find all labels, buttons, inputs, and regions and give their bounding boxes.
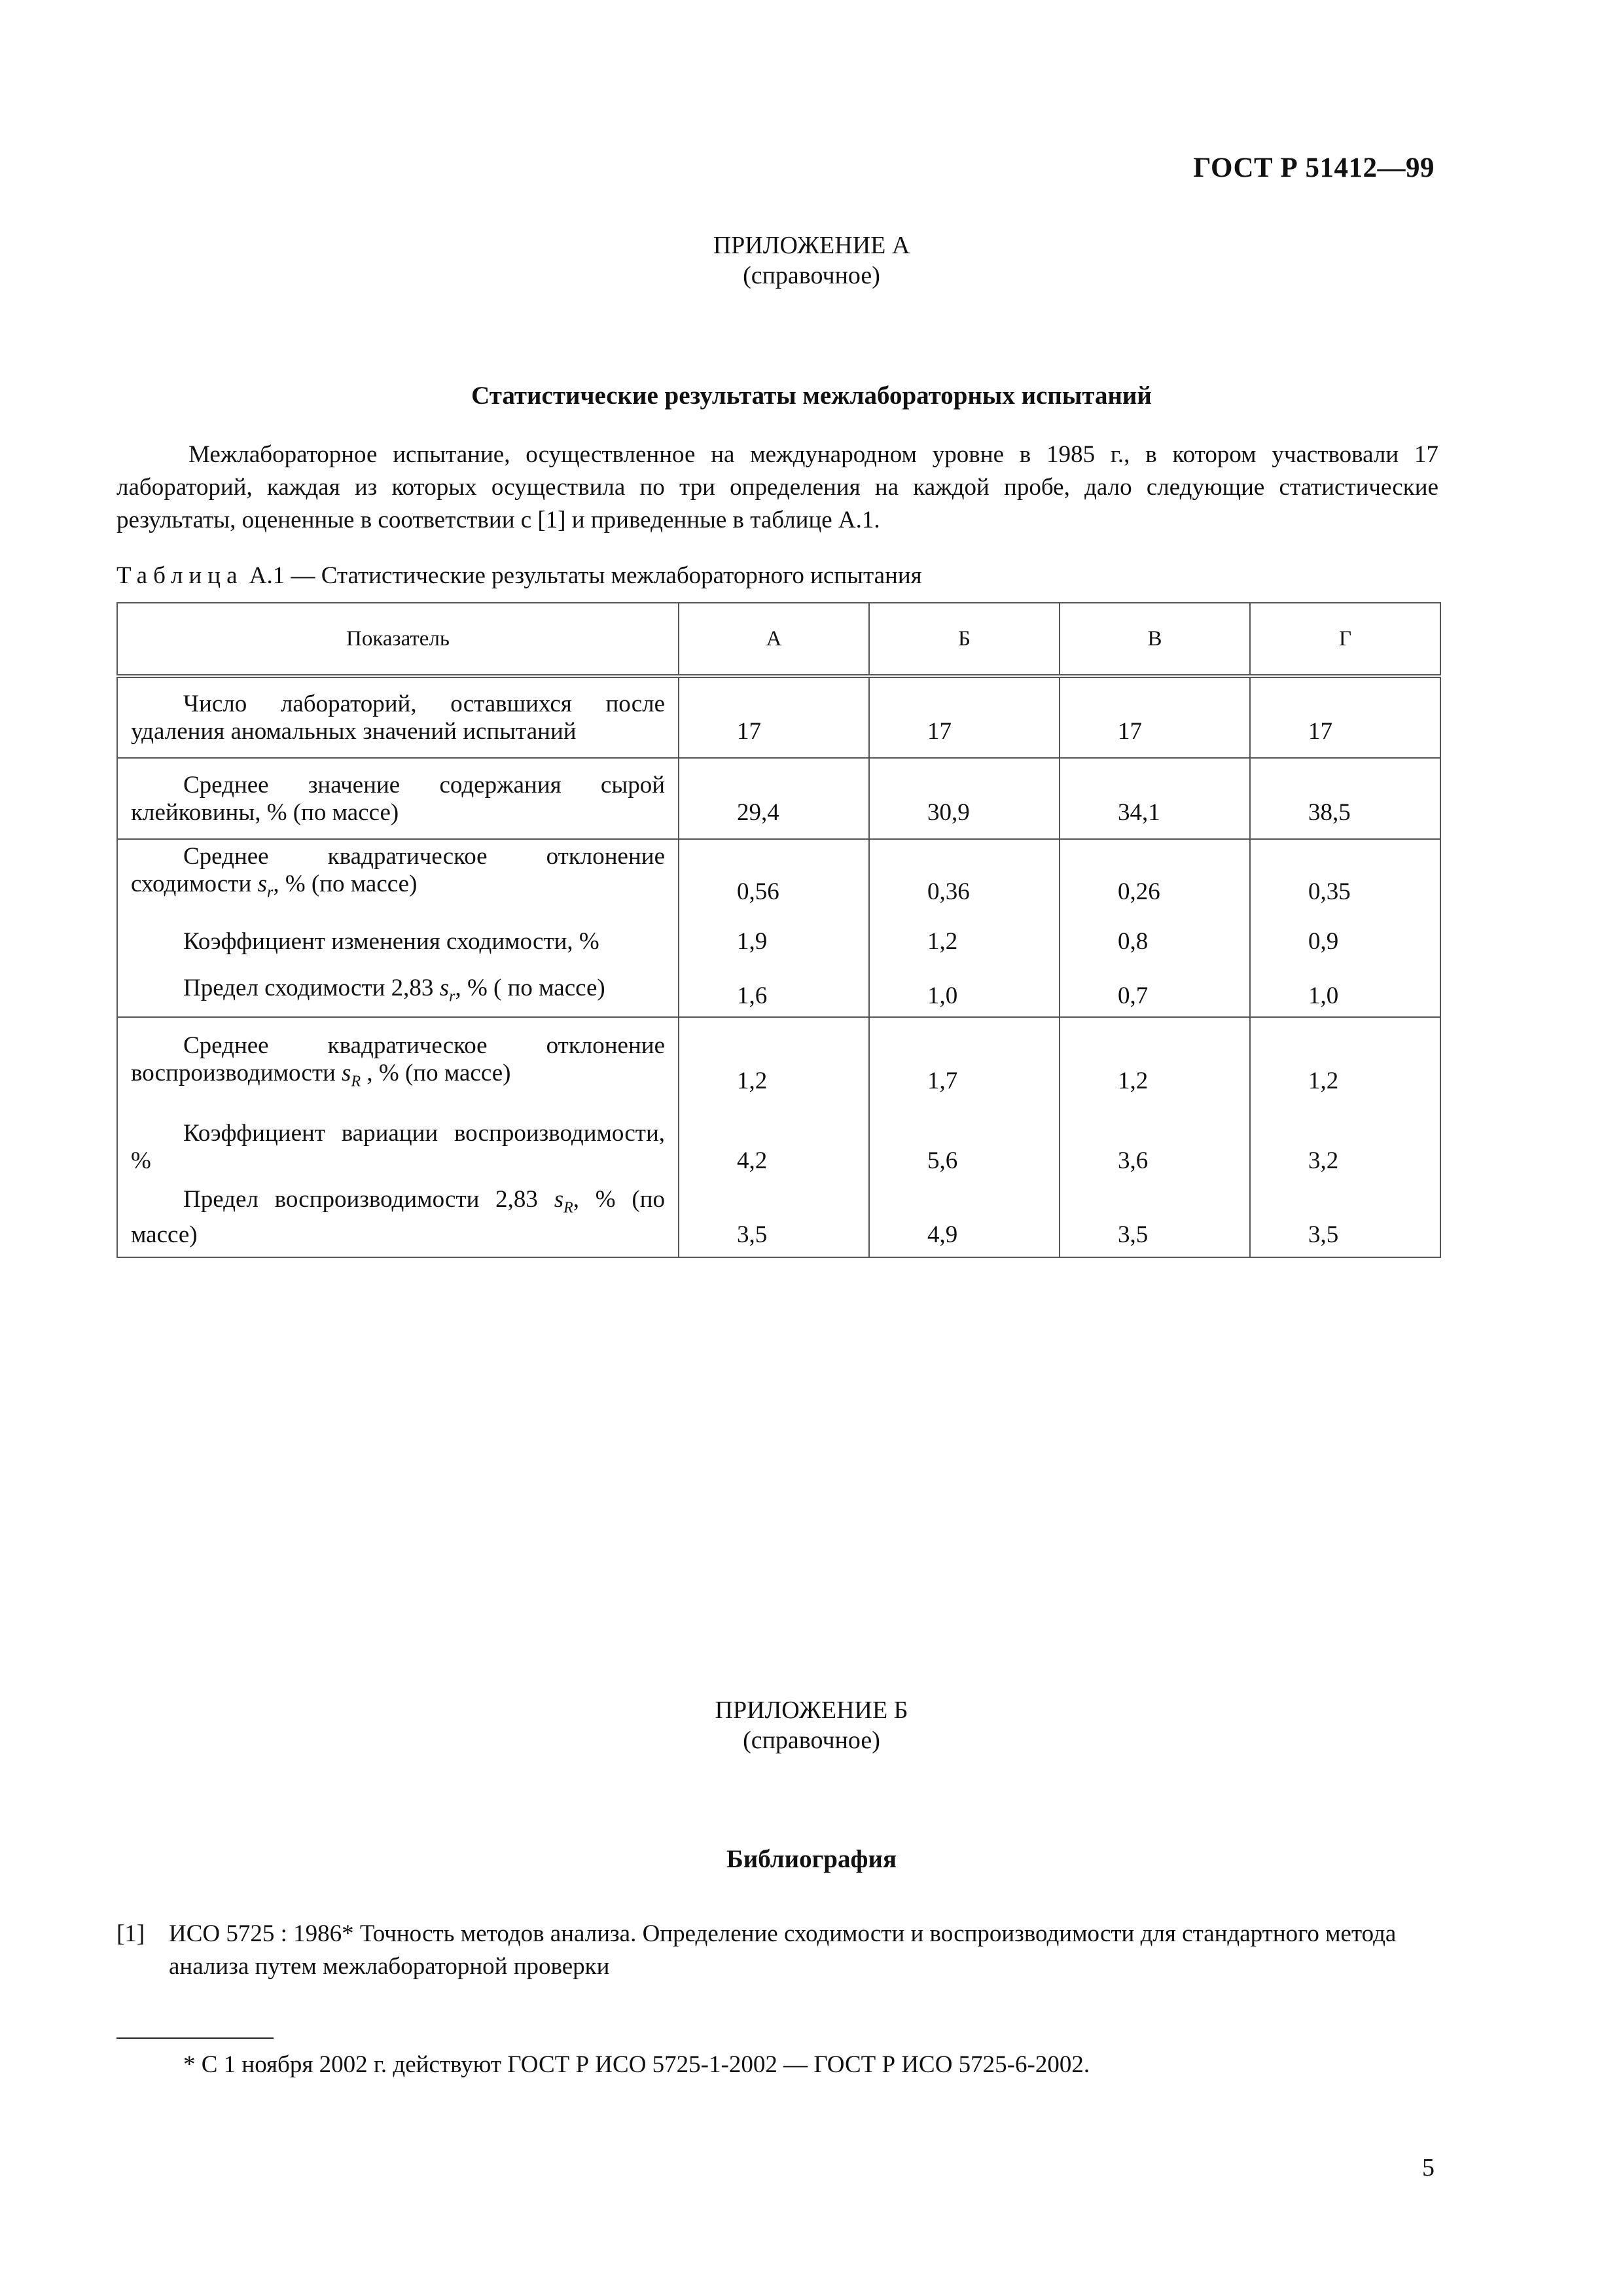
- row-label-limit-r: Предел сходимости 2,83 $s_r$, % ( по массе): [117, 963, 679, 1017]
- cell-value: 29,4: [679, 758, 869, 839]
- appendix-a-title: ПРИЛОЖЕНИЕ А: [713, 232, 910, 259]
- cell-value: 3,5: [1060, 1179, 1250, 1257]
- table-row: [117, 1179, 1440, 1257]
- table-caption-text: А.1 — Статистические результаты межлабораторного испытания: [249, 562, 922, 589]
- row-label-sr: Среднее квадратическое отклонение сходимости $s_r$, % (по массе): [117, 839, 679, 911]
- table-row: [117, 963, 1440, 1017]
- cell-value: 17: [679, 676, 869, 758]
- cell-value: 0,7: [1060, 963, 1250, 1017]
- table-caption-word: Таблица: [116, 562, 243, 589]
- bibliography-number: [1]: [116, 1920, 145, 1947]
- cell-value: 0,26: [1060, 839, 1250, 911]
- table-row: [117, 911, 1440, 963]
- table-row: [117, 676, 1440, 758]
- footnote: * С 1 ноября 2002 г. действуют ГОСТ Р ИСО 5725-1-2002 — ГОСТ Р ИСО 5725-6-2002.: [183, 2051, 1090, 2078]
- header-indicator: Показатель: [117, 603, 679, 676]
- cell-value: 0,9: [1250, 911, 1440, 963]
- cell-value: 3,6: [1060, 1099, 1250, 1179]
- footnote-divider: [116, 2037, 274, 2039]
- cell-value: 1,2: [1060, 1017, 1250, 1099]
- cell-value: 1,0: [1250, 963, 1440, 1017]
- row-label-cv-R: Коэффициент вариации воспроизводимости, %: [117, 1099, 679, 1179]
- header-sample-g: Г: [1250, 603, 1440, 676]
- cell-value: 1,2: [869, 911, 1060, 963]
- cell-value: 1,0: [869, 963, 1060, 1017]
- cell-value: 1,2: [679, 1017, 869, 1099]
- cell-value: 3,2: [1250, 1099, 1440, 1179]
- cell-value: 0,56: [679, 839, 869, 911]
- table-row: [117, 839, 1440, 911]
- appendix-b-heading: Библиография: [726, 1845, 897, 1873]
- appendix-a-paragraph: Межлабораторное испытание, осуществленное на международном уровне в 1985 г., в котором участвовали 17 лабораторий, каждая из которых осуществила по три определения на каждой пробе, дало следующие статистические результаты, оцененные в соответствии с [1] и приведенные в таблице А.1.: [116, 441, 1438, 533]
- header-sample-v: В: [1060, 603, 1250, 676]
- cell-value: 17: [869, 676, 1060, 758]
- bibliography-text: ИСО 5725 : 1986* Точность методов анализа. Определение сходимости и воспроизводимости для стандартного метода анализа путем межлабораторной проверки: [169, 1920, 1397, 1980]
- cell-value: 1,6: [679, 963, 869, 1017]
- cell-value: 3,5: [1250, 1179, 1440, 1257]
- row-label-labs: Число лабораторий, оставшихся после удаления аномальных значений испытаний: [117, 676, 679, 758]
- cell-value: 4,9: [869, 1179, 1060, 1257]
- table-caption: [116, 562, 922, 590]
- cell-value: 17: [1250, 676, 1440, 758]
- cell-value: 0,36: [869, 839, 1060, 911]
- cell-value: 0,35: [1250, 839, 1440, 911]
- row-label-sR: Среднее квадратическое отклонение воспроизводимости $s_R$ , % (по массе): [117, 1017, 679, 1099]
- header-sample-a: А: [679, 603, 869, 676]
- row-label-limit-R: Предел воспроизводимости 2,83 $s_R$, % (по массе): [117, 1179, 679, 1257]
- header-sample-b: Б: [869, 603, 1060, 676]
- cell-value: 30,9: [869, 758, 1060, 839]
- cell-value: 3,5: [679, 1179, 869, 1257]
- row-label-cv-r: Коэффициент изменения сходимости, %: [117, 911, 679, 963]
- cell-value: 0,8: [1060, 911, 1250, 963]
- cell-value: 1,9: [679, 911, 869, 963]
- appendix-a-heading: Статистические результаты межлабораторных испытаний: [471, 382, 1152, 410]
- appendix-b-subtitle: (справочное): [743, 1727, 880, 1754]
- appendix-b-title: ПРИЛОЖЕНИЕ Б: [715, 1696, 908, 1724]
- cell-value: 1,2: [1250, 1017, 1440, 1099]
- cell-value: 34,1: [1060, 758, 1250, 839]
- document-code: ГОСТ Р 51412—99: [1193, 152, 1435, 183]
- cell-value: 5,6: [869, 1099, 1060, 1179]
- cell-value: 17: [1060, 676, 1250, 758]
- cell-value: 4,2: [679, 1099, 869, 1179]
- cell-value: 38,5: [1250, 758, 1440, 839]
- table-header-row: [117, 603, 1440, 676]
- table-row: [117, 758, 1440, 839]
- table-row: [117, 1099, 1440, 1179]
- table-row: [117, 1017, 1440, 1099]
- row-label-mean: Среднее значение содержания сырой клейковины, % (по массе): [117, 758, 679, 839]
- page-number: 5: [1422, 2154, 1435, 2181]
- bibliography-entry: [116, 1918, 1438, 1983]
- cell-value: 1,7: [869, 1017, 1060, 1099]
- appendix-a-subtitle: (справочное): [743, 262, 880, 289]
- statistics-table: [116, 602, 1441, 1258]
